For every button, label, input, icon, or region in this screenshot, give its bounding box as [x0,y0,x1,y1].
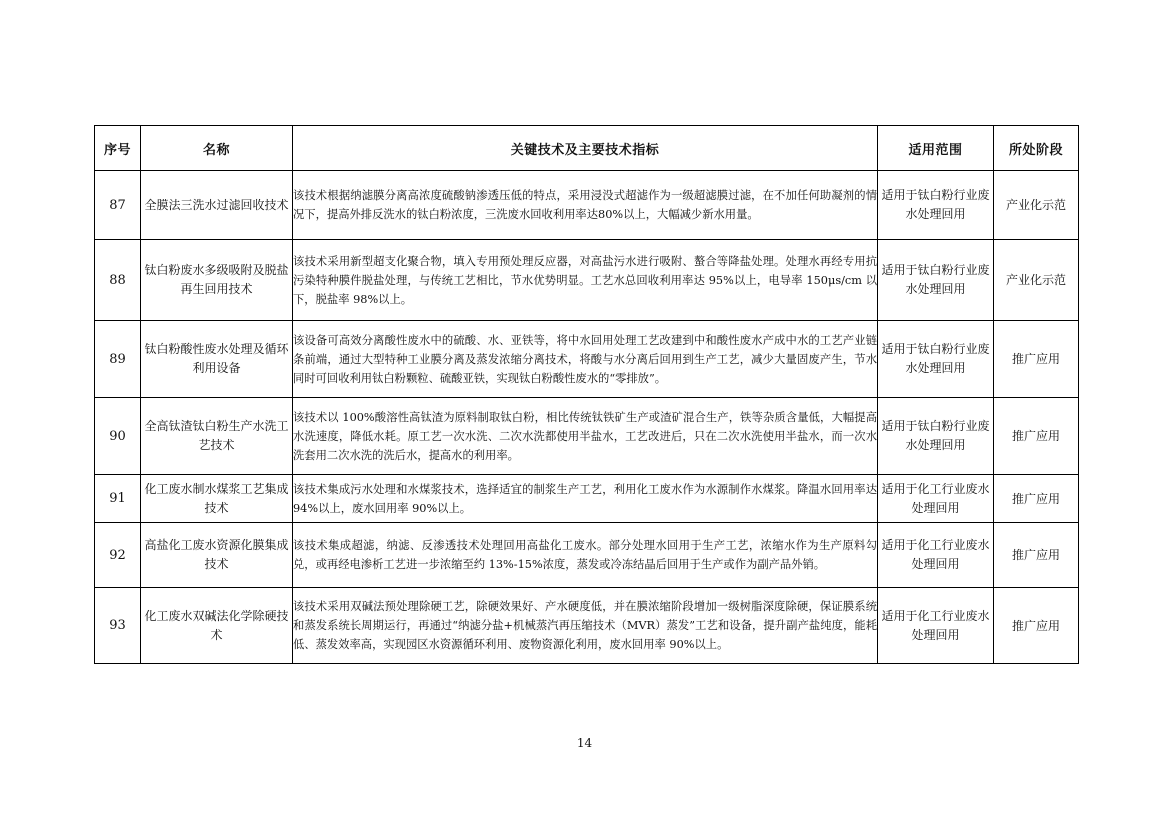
row-scope: 适用于化工行业废水处理回用 [878,523,994,588]
technology-table [94,125,1079,664]
row-stage: 推广应用 [994,398,1079,475]
header-desc: 关键技术及主要技术指标 [293,126,878,171]
row-scope: 适用于钛白粉行业废水处理回用 [878,321,994,398]
row-desc: 该技术集成超滤，纳滤、反渗透技术处理回用高盐化工废水。部分处理水回用于生产工艺，浓缩水作为生产原料勾兑，或再经电渗析工艺进一步浓缩至约 13%-15%浓度，蒸发或冷冻结晶后回用于生产或作为副产品外销。 [293,523,878,588]
row-desc: 该技术以 100%酸溶性高钛渣为原料制取钛白粉，相比传统钛铁矿生产或渣矿混合生产，铁等杂质含量低，大幅提高水洗速度，降低水耗。原工艺一次水洗、二次水洗都使用半盐水，工艺改进后，只在二次水洗使用半盐水，而一次水洗套用二次水洗的洗后水，提高水的利用率。 [293,398,878,475]
row-stage: 产业化示范 [994,171,1079,240]
table-row [95,523,1079,588]
row-no: 91 [95,475,141,523]
row-stage: 推广应用 [994,321,1079,398]
row-scope: 适用于化工行业废水处理回用 [878,475,994,523]
row-desc: 该技术根据纳滤膜分离高浓度硫酸钠渗透压低的特点，采用浸没式超滤作为一级超滤膜过滤，在不加任何助凝剂的情况下，提高外排反洗水的钛白粉浓度，三洗废水回收利用率达80%以上，大幅减少新水用量。 [293,171,878,240]
row-scope: 适用于钛白粉行业废水处理回用 [878,171,994,240]
row-name: 化工废水制水煤浆工艺集成技术 [141,475,293,523]
row-no: 89 [95,321,141,398]
row-name: 化工废水双碱法化学除硬技术 [141,588,293,664]
row-name: 全高钛渣钛白粉生产水洗工艺技术 [141,398,293,475]
header-stage: 所处阶段 [994,126,1079,171]
row-no: 87 [95,171,141,240]
row-name: 钛白粉酸性废水处理及循环利用设备 [141,321,293,398]
row-no: 92 [95,523,141,588]
row-stage: 推广应用 [994,523,1079,588]
row-no: 88 [95,240,141,321]
header-name: 名称 [141,126,293,171]
row-desc: 该设备可高效分离酸性废水中的硫酸、水、亚铁等，将中水回用处理工艺改建到中和酸性废水产成中水的工艺产业链条前端，通过大型特种工业膜分离及蒸发浓缩分离技术，将酸与水分离后回用到生产工艺，减少大量固废产生，节水同时可回收利用钛白粉颗粒、硫酸亚铁，实现钛白粉酸性废水的“零排放”。 [293,321,878,398]
row-desc: 该技术集成污水处理和水煤浆技术，选择适宜的制浆生产工艺，利用化工废水作为水源制作水煤浆。降温水回用率达 94%以上，废水回用率 90%以上。 [293,475,878,523]
row-name: 全膜法三洗水过滤回收技术 [141,171,293,240]
header-scope: 适用范围 [878,126,994,171]
row-desc: 该技术采用双碱法预处理除硬工艺，除硬效果好、产水硬度低，并在膜浓缩阶段增加一级树脂深度除硬，保证膜系统和蒸发系统长周期运行，再通过“纳滤分盐+机械蒸汽再压缩技术（MVR）蒸发”工艺和设备，提升副产盐纯度，能耗低、蒸发效率高，实现园区水资源循环利用、废物资源化利用，废水回用率 90%以上。 [293,588,878,664]
row-stage: 推广应用 [994,588,1079,664]
table-row [95,398,1079,475]
row-scope: 适用于化工行业废水处理回用 [878,588,994,664]
row-no: 93 [95,588,141,664]
row-scope: 适用于钛白粉行业废水处理回用 [878,398,994,475]
page-number: 14 [576,736,593,750]
header-no: 序号 [95,126,141,171]
row-desc: 该技术采用新型超支化聚合物，填入专用预处理反应器，对高盐污水进行吸附、螯合等降盐处理。处理水再经专用抗污染特种膜件脱盐处理，与传统工艺相比，节水优势明显。工艺水总回收利用率达 95%以上，电导率 150μs/cm 以下，脱盐率 98%以上。 [293,240,878,321]
table-row [95,475,1079,523]
row-name: 高盐化工废水资源化膜集成技术 [141,523,293,588]
row-name: 钛白粉废水多级吸附及脱盐再生回用技术 [141,240,293,321]
table-row [95,171,1079,240]
table-header-row [95,126,1079,171]
row-stage: 推广应用 [994,475,1079,523]
row-stage: 产业化示范 [994,240,1079,321]
row-no: 90 [95,398,141,475]
row-scope: 适用于钛白粉行业废水处理回用 [878,240,994,321]
table-row [95,240,1079,321]
table-row [95,588,1079,664]
table-row [95,321,1079,398]
